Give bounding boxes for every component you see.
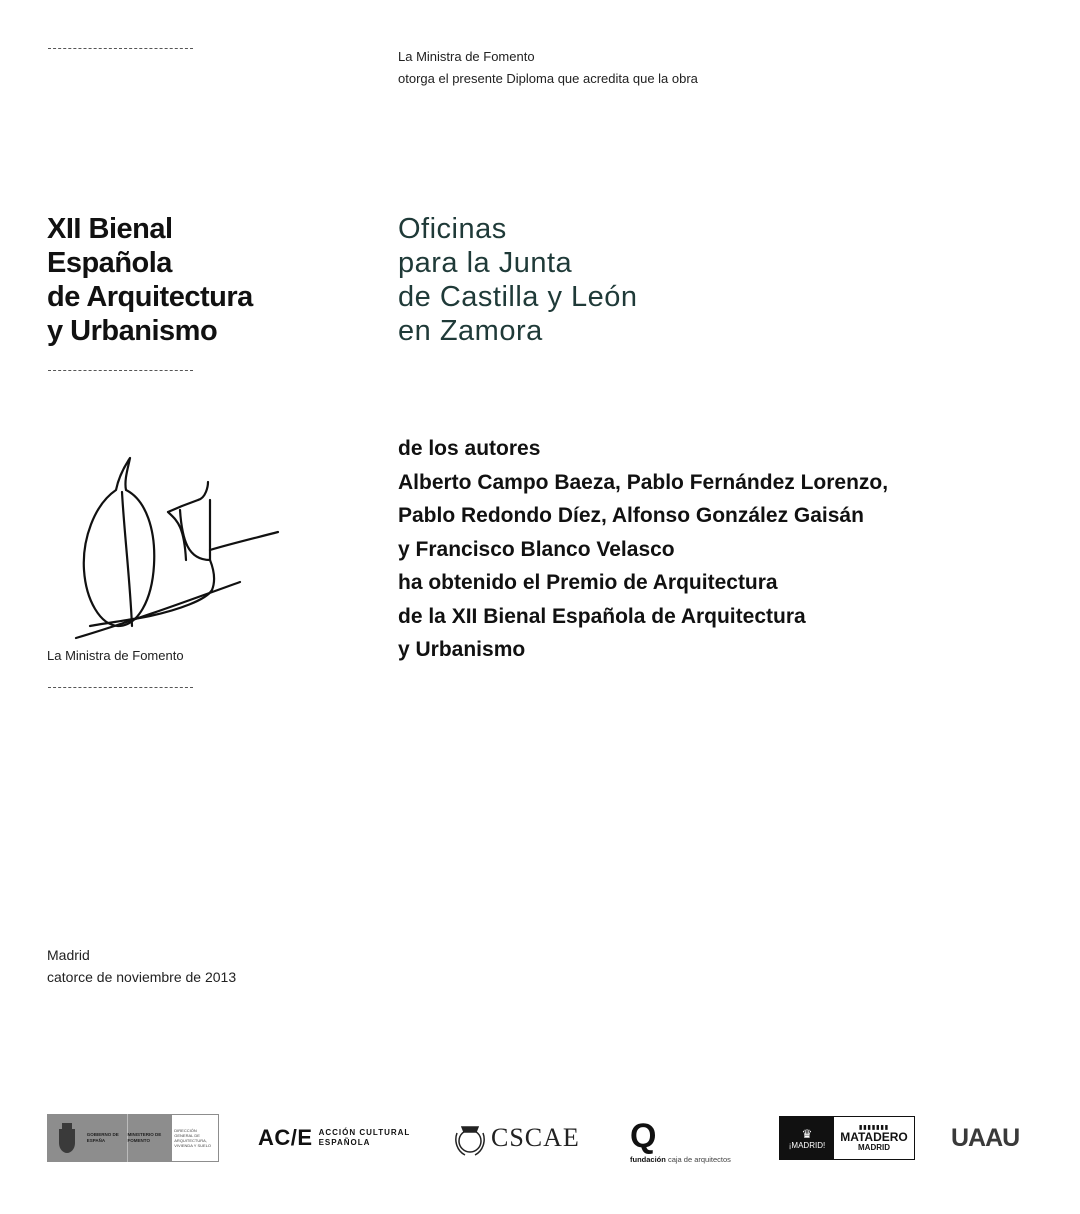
statement-line: y Francisco Blanco Velasco [398,537,675,561]
award-statement [398,432,888,667]
date: catorce de noviembre de 2013 [47,969,237,985]
ace-mark: AC/E [258,1125,313,1150]
divider-middle [48,370,193,371]
divider-bottom [48,687,193,688]
ace-text-line: ESPAÑOLA [318,1138,371,1147]
work-title-line: de Castilla y León [398,281,638,313]
statement-line: y Urbanismo [398,638,526,661]
uaau-logo [951,1112,1019,1164]
event-title-line: Española [47,247,172,279]
signature-image [60,450,290,650]
fundacion-logo [630,1112,731,1164]
event-title-line: y Urbanismo [47,315,218,347]
signature-caption: La Ministra de Fomento [47,648,184,663]
gobierno-text: GOBIERNO DE ESPAÑA [86,1132,119,1143]
place-date [47,944,236,988]
ace-logo [258,1112,410,1164]
work-title-line: para la Junta [398,247,573,279]
event-title-line: XII Bienal [47,213,173,245]
event-title-line: de Arquitectura [47,281,253,313]
uaau-text: UAAU [951,1123,1020,1152]
statement-line: de los autores [398,437,541,460]
header-line-1: La Ministra de Fomento [398,49,535,64]
event-title [47,212,253,348]
header-line-2: otorga el presente Diploma que acredita que la obra [398,71,698,86]
statement-line: Alberto Campo Baeza, Pablo Fernández Lorenzo, [398,470,889,494]
cscae-emblem-icon [453,1119,487,1157]
fundacion-q-mark: Q [630,1117,657,1155]
statement-line: Pablo Redondo Díez, Alfonso González Gaisán [398,504,864,527]
statement-line: de la XII Bienal Española de Arquitectura [398,604,806,628]
work-title-line: Oficinas [398,213,507,245]
work-title [398,212,638,348]
gobierno-logo [47,1112,219,1164]
cscae-text: CSCAE [491,1123,580,1152]
fundacion-bold-text: fundación [630,1155,666,1164]
matadero-ticks-icon: ▮▮▮▮▮▮▮ [858,1125,890,1131]
direccion-text: DIRECCIÓN GENERAL DE ARQUITECTURA, VIVIENDA Y SUELO [171,1114,219,1162]
cscae-logo [453,1112,580,1164]
fundacion-text: caja de arquitectos [667,1155,731,1164]
divider-top [48,48,193,49]
madrid-text: ¡MADRID! [788,1140,826,1150]
ace-text-line: ACCIÓN CULTURAL [318,1128,411,1137]
work-title-line: en Zamora [398,315,543,347]
matadero-logo [779,1112,915,1164]
place: Madrid [47,947,90,963]
matadero-madrid-text: MADRID [858,1143,890,1152]
statement-line: ha obtenido el Premio de Arquitectura [398,571,778,594]
header [398,46,698,90]
matadero-text: MATADERO [840,1130,908,1144]
ministerio-text: MINISTERIO DE FOMENTO [127,1114,172,1162]
madrid-crest-icon: ♛ [801,1126,813,1141]
coat-of-arms-icon [47,1114,87,1162]
